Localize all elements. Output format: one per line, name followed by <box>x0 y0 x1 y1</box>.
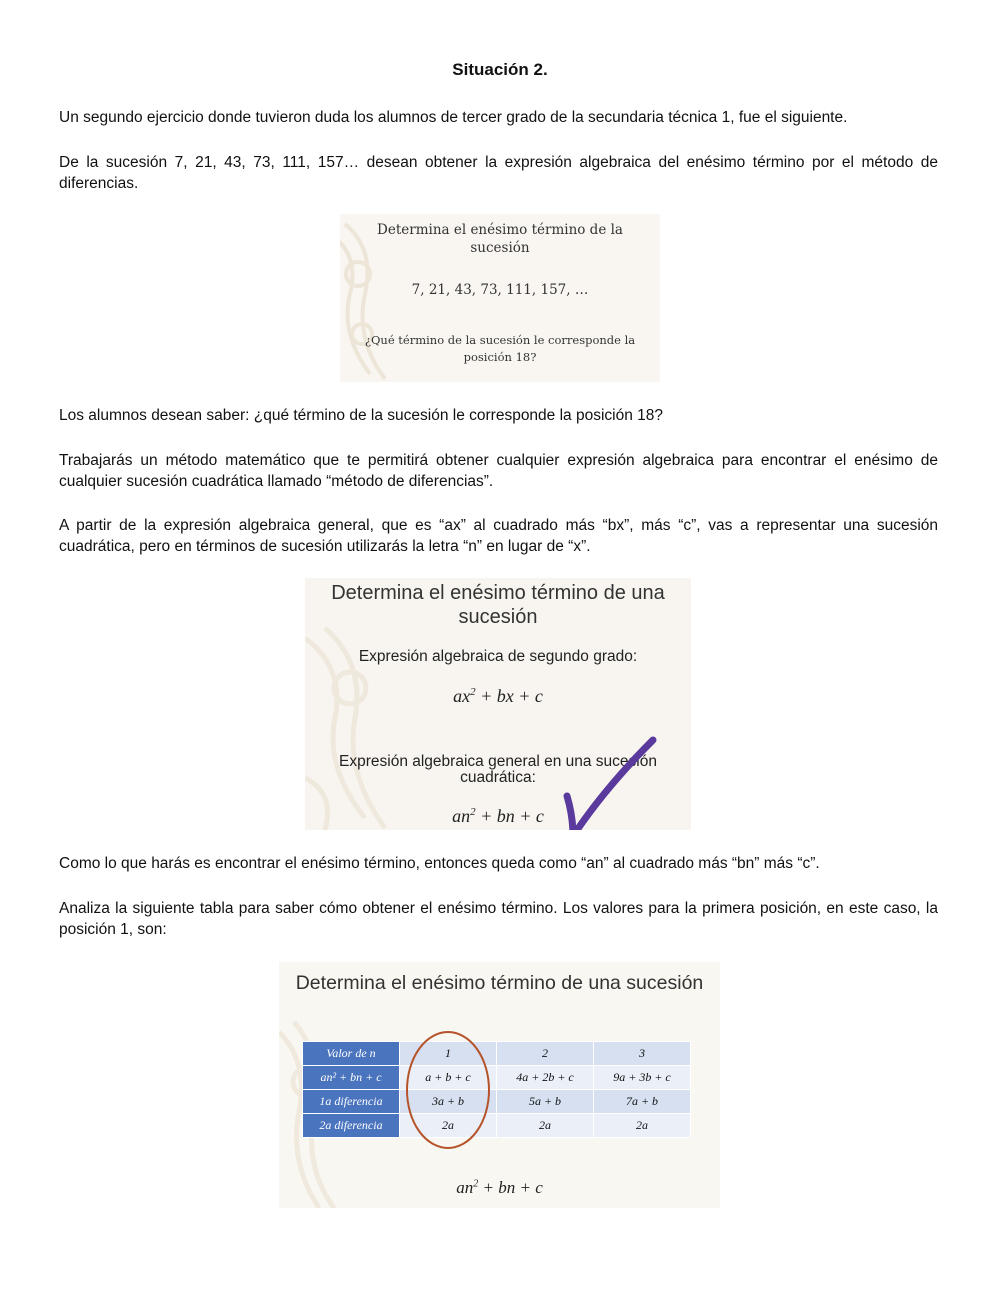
paragraph-question: Los alumnos desean saber: ¿qué término de la sucesión le corresponde la posición 18? <box>59 407 664 424</box>
paragraph-sequence: De la sucesión 7, 21, 43, 73, 111, 157… desean obtener la expresión algebraica del enésimo término por el método de diferencias. <box>59 154 938 192</box>
figure2-general-line2: cuadrática: <box>460 769 536 786</box>
paragraph-method: Trabajarás un método matemático que te permitirá obtener cualquier expresión algebraica para encontrar el enésimo de cualquier sucesión cuadrática llamado “método de diferencias”. <box>59 452 938 490</box>
table-cell: a + b + c <box>400 1066 497 1090</box>
expr1-exponent: 2 <box>470 686 476 698</box>
figure1-sequence: 7, 21, 43, 73, 111, 157, … <box>411 282 589 298</box>
figure-general-expression <box>305 578 691 830</box>
figure2-subheading: Expresión algebraica de segundo grado: <box>358 648 638 665</box>
figure2-heading-line1: Determina el enésimo término de una <box>331 582 665 604</box>
expr2-rest: + bn + c <box>475 806 544 826</box>
figure3-heading: Determina el enésimo término de una sucesión <box>295 972 704 994</box>
table-cell: 7a + b <box>594 1090 691 1114</box>
figure1-question-line2: posición 18? <box>463 350 537 364</box>
table-cell: 2a <box>400 1114 497 1138</box>
paragraph-general-expression: A partir de la expresión algebraica general, que es “ax” al cuadrado más “bx”, más “c”, vas a representar una sucesión cuadrática, pero en términos de sucesión utilizarás la letra “n” en lugar de “x”. <box>59 517 938 555</box>
table-cell: 3 <box>594 1042 691 1066</box>
formula-rest: + bn + c <box>478 1178 543 1197</box>
table-cell: 9a + 3b + c <box>594 1066 691 1090</box>
expr1-base: ax <box>453 686 471 706</box>
figure-sequence-question <box>340 214 660 382</box>
expr2-exponent: 2 <box>470 806 476 818</box>
paragraph-table-intro: Analiza la siguiente tabla para saber cómo obtener el enésimo término. Los valores para la primera posición, en este caso, la posición 1, son: <box>59 900 938 938</box>
paragraph-intro: Un segundo ejercicio donde tuvieron duda los alumnos de tercer grado de la secundaria técnica 1, fue el siguiente. <box>59 109 848 126</box>
page-title: Situación 2. <box>452 60 548 79</box>
table-cell: 2a <box>497 1114 594 1138</box>
figure2-heading-line2: sucesión <box>458 606 538 628</box>
table-cell: 5a + b <box>497 1090 594 1114</box>
highlight-circle <box>279 962 720 1208</box>
figure1-heading-line1: Determina el enésimo término de la <box>377 222 623 238</box>
figure3-formula <box>279 1178 720 1198</box>
row-header: 1a diferencia <box>303 1090 400 1114</box>
figure2-general-line1: Expresión algebraica general en una sucesión <box>339 753 657 770</box>
table-cell: 3a + b <box>400 1090 497 1114</box>
expr1-rest: + bx + c <box>475 686 543 706</box>
row-header: 2a diferencia <box>303 1114 400 1138</box>
paragraph-nth-term: Como lo que harás es encontrar el enésimo término, entonces queda como “an” al cuadrado más “bn” más “c”. <box>59 855 820 872</box>
checkmark-icon <box>305 578 691 830</box>
table-cell: 1 <box>400 1042 497 1066</box>
row-header: Valor de n <box>303 1042 400 1066</box>
formula-exponent: 2 <box>473 1178 479 1190</box>
row-header: an² + bn + c <box>303 1066 400 1090</box>
figure-differences-table <box>279 962 720 1208</box>
figure1-heading-line2: sucesión <box>470 240 530 256</box>
table-cell: 4a + 2b + c <box>497 1066 594 1090</box>
expr2-base: an <box>452 806 471 826</box>
table-cell: 2 <box>497 1042 594 1066</box>
figure1-question-line1: ¿Qué término de la sucesión le corresponde la <box>364 333 636 347</box>
table-cell: 2a <box>594 1114 691 1138</box>
formula-base: an <box>456 1178 474 1197</box>
